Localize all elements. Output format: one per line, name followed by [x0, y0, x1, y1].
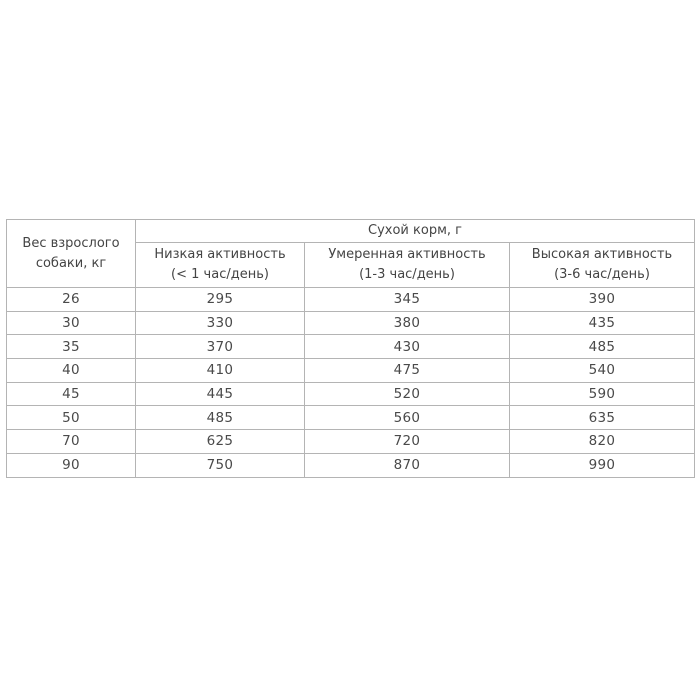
- dry-food-group-header: Сухой корм, г: [136, 220, 695, 243]
- cell-low: 445: [136, 382, 305, 406]
- cell-low: 370: [136, 335, 305, 359]
- cell-weight: 70: [7, 430, 136, 454]
- cell-high: 990: [510, 453, 695, 477]
- cell-moderate: 870: [305, 453, 510, 477]
- column-header-high-line2: (3-6 час/день): [554, 267, 650, 282]
- table-row: [7, 359, 695, 383]
- table-row: [7, 311, 695, 335]
- column-header-low: [136, 243, 305, 288]
- column-header-moderate-line1: Умеренная активность: [328, 247, 486, 262]
- table-row: [7, 406, 695, 430]
- cell-low: 485: [136, 406, 305, 430]
- cell-high: 820: [510, 430, 695, 454]
- cell-weight: 45: [7, 382, 136, 406]
- feeding-table: [6, 219, 695, 478]
- weight-header: [7, 220, 136, 288]
- weight-header-line2: собаки, кг: [35, 255, 107, 271]
- table-row: [7, 288, 695, 312]
- cell-high: 485: [510, 335, 695, 359]
- cell-moderate: 720: [305, 430, 510, 454]
- table-row: [7, 335, 695, 359]
- cell-high: 590: [510, 382, 695, 406]
- cell-moderate: 345: [305, 288, 510, 312]
- cell-high: 390: [510, 288, 695, 312]
- cell-moderate: 560: [305, 406, 510, 430]
- column-header-low-line2: (< 1 час/день): [171, 267, 269, 282]
- table-row: [7, 453, 695, 477]
- cell-high: 435: [510, 311, 695, 335]
- cell-weight: 50: [7, 406, 136, 430]
- cell-low: 330: [136, 311, 305, 335]
- column-header-high-line1: Высокая активность: [531, 247, 673, 262]
- cell-low: 410: [136, 359, 305, 383]
- cell-weight: 40: [7, 359, 136, 383]
- table-row: [7, 382, 695, 406]
- column-header-low-line1: Низкая активность: [154, 247, 286, 262]
- cell-weight: 90: [7, 453, 136, 477]
- cell-weight: 30: [7, 311, 136, 335]
- cell-moderate: 430: [305, 335, 510, 359]
- cell-moderate: 475: [305, 359, 510, 383]
- cell-low: 295: [136, 288, 305, 312]
- header-row-top: [7, 220, 695, 243]
- weight-header-line1: Вес взрослого: [22, 235, 120, 251]
- cell-high: 635: [510, 406, 695, 430]
- cell-moderate: 520: [305, 382, 510, 406]
- cell-weight: 26: [7, 288, 136, 312]
- table-row: [7, 430, 695, 454]
- column-header-moderate: [305, 243, 510, 288]
- cell-low: 750: [136, 453, 305, 477]
- cell-moderate: 380: [305, 311, 510, 335]
- cell-weight: 35: [7, 335, 136, 359]
- column-header-moderate-line2: (1-3 час/день): [359, 267, 455, 282]
- column-header-high: [510, 243, 695, 288]
- cell-low: 625: [136, 430, 305, 454]
- cell-high: 540: [510, 359, 695, 383]
